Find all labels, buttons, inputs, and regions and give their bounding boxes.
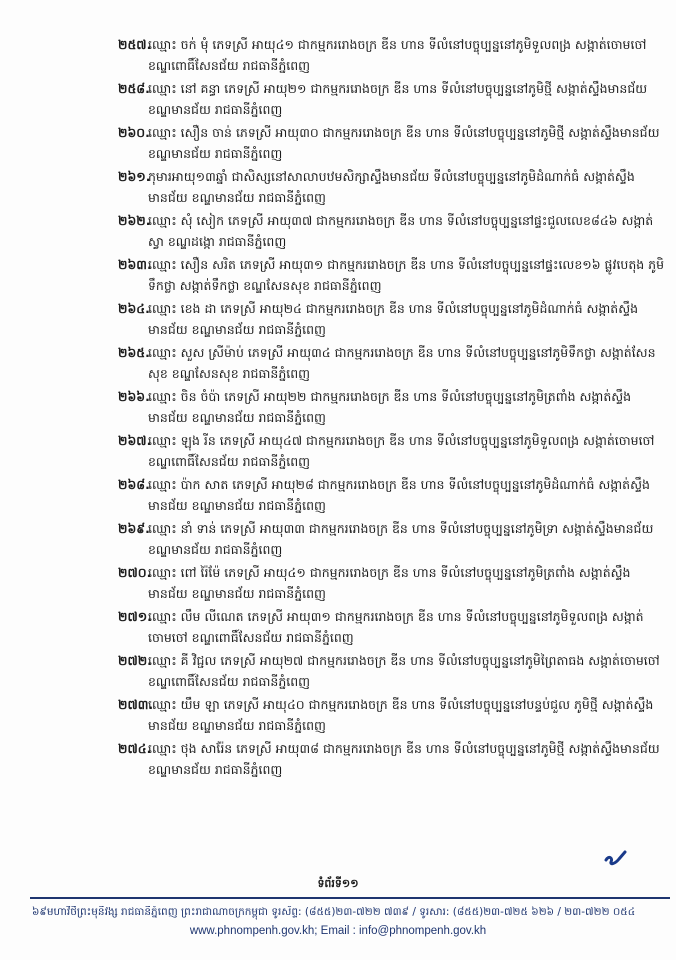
entry-text: ឈ្មោះ លឹម លីណេត ភេទស្រី អាយុ៣១ ជាកម្មកររោងចក្រ ឌីន ហាន ទីលំនៅបច្ចុប្បន្ននៅភូមិទួលពង្រ សង្កាត់ចោមចៅ ខណ្ឌពោធិ៍សែនជ័យ រាជធានីភ្នំពេញ [148, 609, 644, 645]
entry-number: ២៥៨. [118, 81, 150, 96]
entry-text: ឈ្មោះ ចិន ចំប៉ា ភេទស្រី អាយុ២២ ជាកម្មកររោងចក្រ ឌីន ហាន ទីលំនៅបច្ចុប្បន្ននៅភូមិត្រពាំង សង្កាត់ស្ទឹងមានជ័យ ខណ្ឌមានជ័យ រាជធានីភ្នំពេញ [148, 389, 632, 425]
entry-text: ឈ្មោះ យឹម ឡា ភេទស្រី អាយុ៤០ ជាកម្មកររោងចក្រ ឌីន ហាន ទីលំនៅបច្ចុប្បន្ននៅបន្ទប់ជួល ភូមិថ្មី សង្កាត់ស្ទឹងមានជ័យ ខណ្ឌមានជ័យ រាជធានីភ្នំពេញ [148, 697, 654, 733]
entry-number: ២៧០. [118, 565, 152, 580]
entry-number: ២៦០. [118, 125, 150, 140]
list-item [118, 342, 670, 384]
list-item [118, 298, 670, 340]
list-item [118, 650, 670, 692]
list-item [118, 738, 670, 780]
entry-number: ២៧២. [118, 653, 152, 668]
entry-number: ២៦២. [118, 213, 151, 228]
entry-text: ឈ្មោះ ពៅ រ៉ៃម៉ែ ភេទស្រី អាយុ៤១ ជាកម្មកររោងចក្រ ឌីន ហាន ទីលំនៅបច្ចុប្បន្ននៅភូមិត្រពាំង សង្កាត់ស្ទឹងមានជ័យ ខណ្ឌមានជ័យ រាជធានីភ្នំពេញ [148, 565, 631, 601]
entry-list [118, 34, 670, 782]
list-item [118, 166, 670, 208]
entry-number: ២៧១. [118, 609, 152, 624]
entry-number: ២៦៨. [118, 477, 150, 492]
list-item [118, 210, 670, 252]
entry-text: ឈ្មោះ ថុង សារ៉ែន ភេទស្រី អាយុ៣៨ ជាកម្មកររោងចក្រ ឌីន ហាន ទីលំនៅបច្ចុប្បន្ននៅភូមិថ្មី សង្កាត់ស្ទឹងមានជ័យ ខណ្ឌមានជ័យ រាជធានីភ្នំពេញ [148, 741, 660, 777]
entry-number: ២៦៩. [118, 521, 150, 536]
entry-text: កុមារអាយុ១៣ឆ្នាំ ជាសិស្សនៅសាលាបឋមសិក្សាស្ទឹងមានជ័យ ទីលំនៅបច្ចុប្បន្ននៅភូមិដំណាក់ធំ សង្កាត់ស្ទឹងមានជ័យ ខណ្ឌមានជ័យ រាជធានីភ្នំពេញ [148, 169, 635, 205]
entry-text: ឈ្មោះ នៅ គន្ធា ភេទស្រី អាយុ២១ ជាកម្មកររោងចក្រ ឌីន ហាន ទីលំនៅបច្ចុប្បន្ននៅភូមិថ្មី សង្កាត់ស្ទឹងមានជ័យ ខណ្ឌមានជ័យ រាជធានីភ្នំពេញ [148, 81, 648, 117]
list-item [118, 254, 670, 296]
entry-number: ២៦៧. [118, 433, 152, 448]
entry-text: ឈ្មោះ សឿន សរិត ភេទស្រី អាយុ៣១ ជាកម្មកររោងចក្រ ឌីន ហាន ទីលំនៅបច្ចុប្បន្ននៅផ្ទះលេខ១៦ ផ្លូវបេតុង ភូមិទឹកថ្លា សង្កាត់ទឹកថ្លា ខណ្ឌសែនសុខ រាជធានីភ្នំពេញ [148, 257, 665, 293]
list-item [118, 78, 670, 120]
entry-text: ឈ្មោះ ឡុង រីន ភេទស្រី អាយុ៤៧ ជាកម្មកររោងចក្រ ឌីន ហាន ទីលំនៅបច្ចុប្បន្ននៅភូមិទួលពង្រ សង្កាត់ចោមចៅ ខណ្ឌពោធិ៍សែនជ័យ រាជធានីភ្នំពេញ [148, 433, 655, 469]
footer-address: ៦៩មហាវិថីព្រះមុនីវង្ស រាជធានីភ្នំពេញ ព្រះរាជាណាចក្រកម្ពុជា ទូរស័ព្ទ: (៨៥៥)២៣-៧២២ ៧៣៩ / ទូរសារ: (៨៥៥)២៣-៧២៥ ៦២៦ / ២៣-៧២២ ០៥៤ [32, 906, 636, 918]
entry-text: ឈ្មោះ ខេង ដា ភេទស្រី អាយុ២៤ ជាកម្មកររោងចក្រ ឌីន ហាន ទីលំនៅបច្ចុប្បន្ននៅភូមិដំណាក់ធំ សង្កាត់ស្ទឹងមានជ័យ ខណ្ឌមានជ័យ រាជធានីភ្នំពេញ [148, 301, 639, 337]
entry-text: ឈ្មោះ សួស ស្រីម៉ាប់ ភេទស្រី អាយុ៣៤ ជាកម្មកររោងចក្រ ឌីន ហាន ទីលំនៅបច្ចុប្បន្ននៅភូមិទឹកថ្លា សង្កាត់សែនសុខ ខណ្ឌសែនសុខ រាជធានីភ្នំពេញ [148, 345, 656, 381]
entry-number: ២៧៣. [118, 697, 154, 712]
entry-text: ឈ្មោះ សុំ សៀក ភេទស្រី អាយុ៣៧ ជាកម្មកររោងចក្រ ឌីន ហាន ទីលំនៅបច្ចុប្បន្ននៅផ្ទះជួលលេខ៨៤៦ សង្កាត់ស្វា ខណ្ឌដង្កោ រាជធានីភ្នំពេញ [148, 213, 654, 249]
entry-number: ២៦៤. [118, 301, 150, 316]
entry-text: ឈ្មោះ គី វិជ្ជល ភេទស្រី អាយុ២៧ ជាកម្មកររោងចក្រ ឌីន ហាន ទីលំនៅបច្ចុប្បន្ននៅភូមិព្រៃតាធង សង្កាត់ចោមចៅ ខណ្ឌពោធិ៍សែនជ័យ រាជធានីភ្នំពេញ [148, 653, 660, 689]
entry-number: ២៧៤. [118, 741, 152, 756]
footer-divider [30, 897, 670, 899]
entry-number: ២៥៧. [118, 37, 152, 52]
list-item [118, 562, 670, 604]
page-number: ទំព័រទី១១ [317, 877, 359, 890]
list-item [118, 474, 670, 516]
entry-text: ឈ្មោះ ប៉ាក សាត ភេទស្រី អាយុ២៨ ជាកម្មកររោងចក្រ ឌីន ហាន ទីលំនៅបច្ចុប្បន្ននៅភូមិដំណាក់ធំ សង្កាត់ស្ទឹងមានជ័យ ខណ្ឌមានជ័យ រាជធានីភ្នំពេញ [148, 477, 650, 513]
list-item [118, 386, 670, 428]
entry-text: ឈ្មោះ ចក់ មុំ ភេទស្រី អាយុ៤១ ជាកម្មកររោងចក្រ ឌីន ហាន ទីលំនៅបច្ចុប្បន្ននៅភូមិទួលពង្រ សង្កាត់ចោមចៅ ខណ្ឌពោធិ៍សែនជ័យ រាជធានីភ្នំពេញ [148, 37, 647, 73]
entry-number: ២៦៣. [118, 257, 152, 272]
list-item [118, 606, 670, 648]
entry-number: ២៦៦. [118, 389, 150, 404]
entry-text: ឈ្មោះ នាំ ទាន់ ភេទស្រី អាយុ៣៣ ជាកម្មកររោងចក្រ ឌីន ហាន ទីលំនៅបច្ចុប្បន្ននៅភូមិទ្រា សង្កាត់ស្ទឹងមានជ័យ ខណ្ឌមានជ័យ រាជធានីភ្នំពេញ [148, 521, 654, 557]
entry-number: ២៦១. [118, 169, 151, 184]
list-item [118, 34, 670, 76]
footer-contact: www.phnompenh.gov.kh; Email : info@phnompenh.gov.kh [189, 925, 487, 937]
list-item [118, 430, 670, 472]
list-item [118, 122, 670, 164]
list-item [118, 518, 670, 560]
signature-mark [603, 846, 627, 868]
list-item [118, 694, 670, 736]
entry-text: ឈ្មោះ សឿន ចាន់ ភេទស្រី អាយុ៣០ ជាកម្មកររោងចក្រ ឌីន ហាន ទីលំនៅបច្ចុប្បន្ននៅភូមិថ្មី សង្កាត់ស្ទឹងមានជ័យ ខណ្ឌមានជ័យ រាជធានីភ្នំពេញ [148, 125, 660, 161]
entry-number: ២៦៥. [118, 345, 150, 360]
